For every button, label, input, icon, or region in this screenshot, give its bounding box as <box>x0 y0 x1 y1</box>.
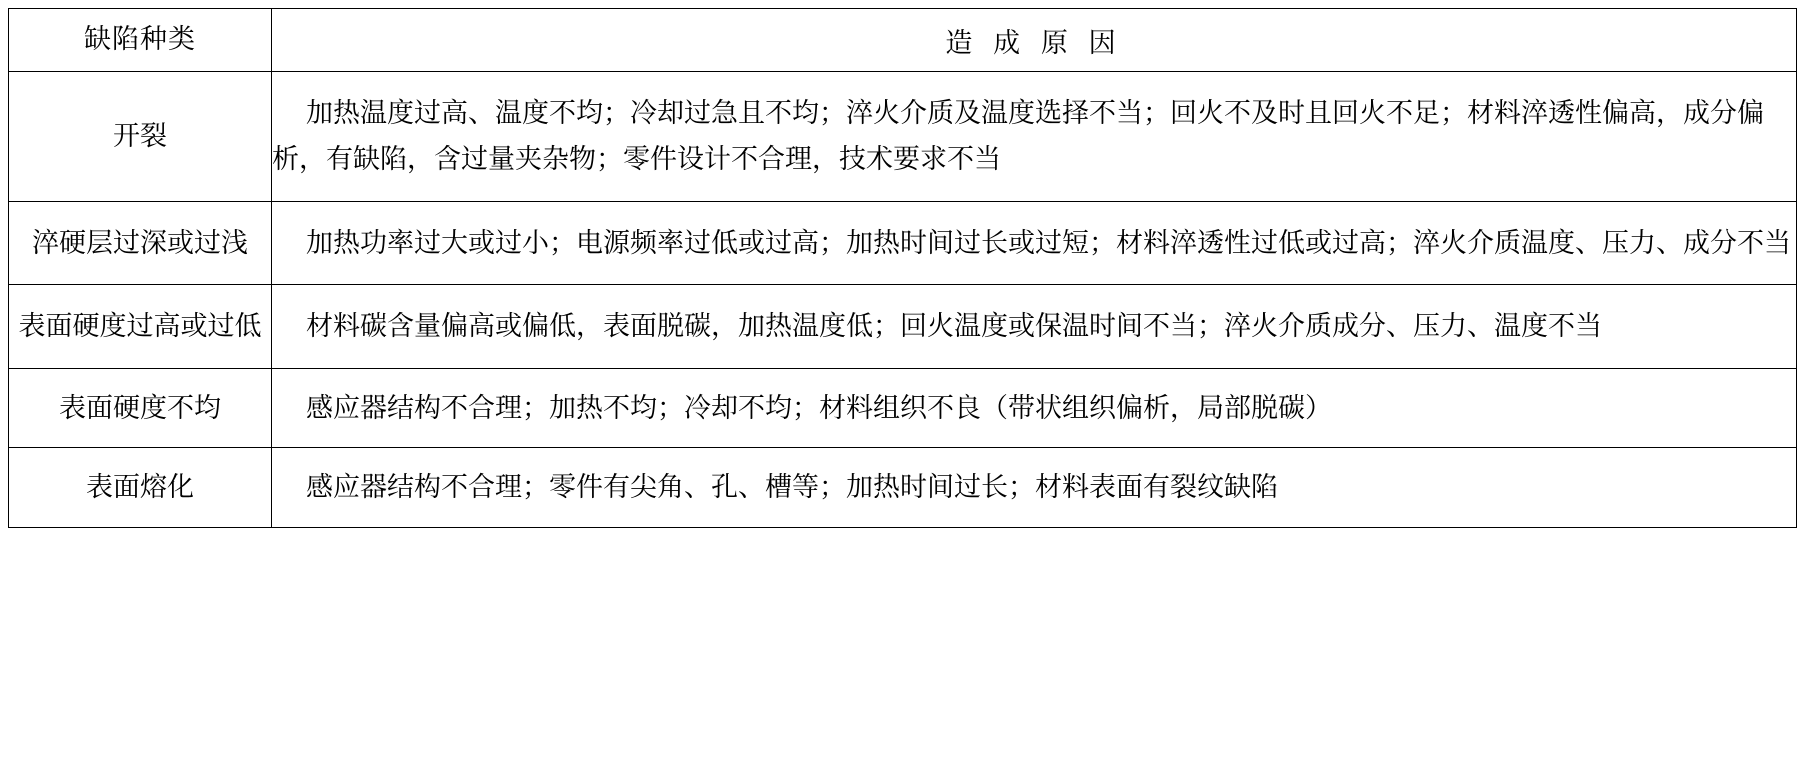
cell-defect-kind: 开裂 <box>9 72 272 202</box>
column-header-cause: 造 成 原 因 <box>272 9 1797 72</box>
cell-defect-kind: 表面硬度不均 <box>9 368 272 447</box>
cell-cause: 感应器结构不合理；加热不均；冷却不均；材料组织不良（带状组织偏析，局部脱碳） <box>272 368 1797 447</box>
table-row <box>9 368 1797 447</box>
table-header-row <box>9 9 1797 72</box>
cell-cause: 感应器结构不合理；零件有尖角、孔、槽等；加热时间过长；材料表面有裂纹缺陷 <box>272 448 1797 527</box>
cell-cause: 加热功率过大或过小；电源频率过低或过高；加热时间过长或过短；材料淬透性过低或过高；淬火介质温度、压力、成分不当 <box>272 201 1797 284</box>
table-header <box>9 9 1797 72</box>
cell-defect-kind: 表面熔化 <box>9 448 272 527</box>
defect-cause-table <box>8 8 1797 528</box>
table-body <box>9 72 1797 528</box>
table-row <box>9 72 1797 202</box>
cell-defect-kind: 淬硬层过深或过浅 <box>9 201 272 284</box>
cell-cause: 材料碳含量偏高或偏低，表面脱碳，加热温度低；回火温度或保温时间不当；淬火介质成分、压力、温度不当 <box>272 285 1797 368</box>
table-row <box>9 285 1797 368</box>
cell-defect-kind: 表面硬度过高或过低 <box>9 285 272 368</box>
table-row <box>9 448 1797 527</box>
table-row <box>9 201 1797 284</box>
column-header-defect-kind: 缺陷种类 <box>9 9 272 72</box>
cell-cause: 加热温度过高、温度不均；冷却过急且不均；淬火介质及温度选择不当；回火不及时且回火不足；材料淬透性偏高，成分偏析，有缺陷，含过量夹杂物；零件设计不合理，技术要求不当 <box>272 72 1797 202</box>
